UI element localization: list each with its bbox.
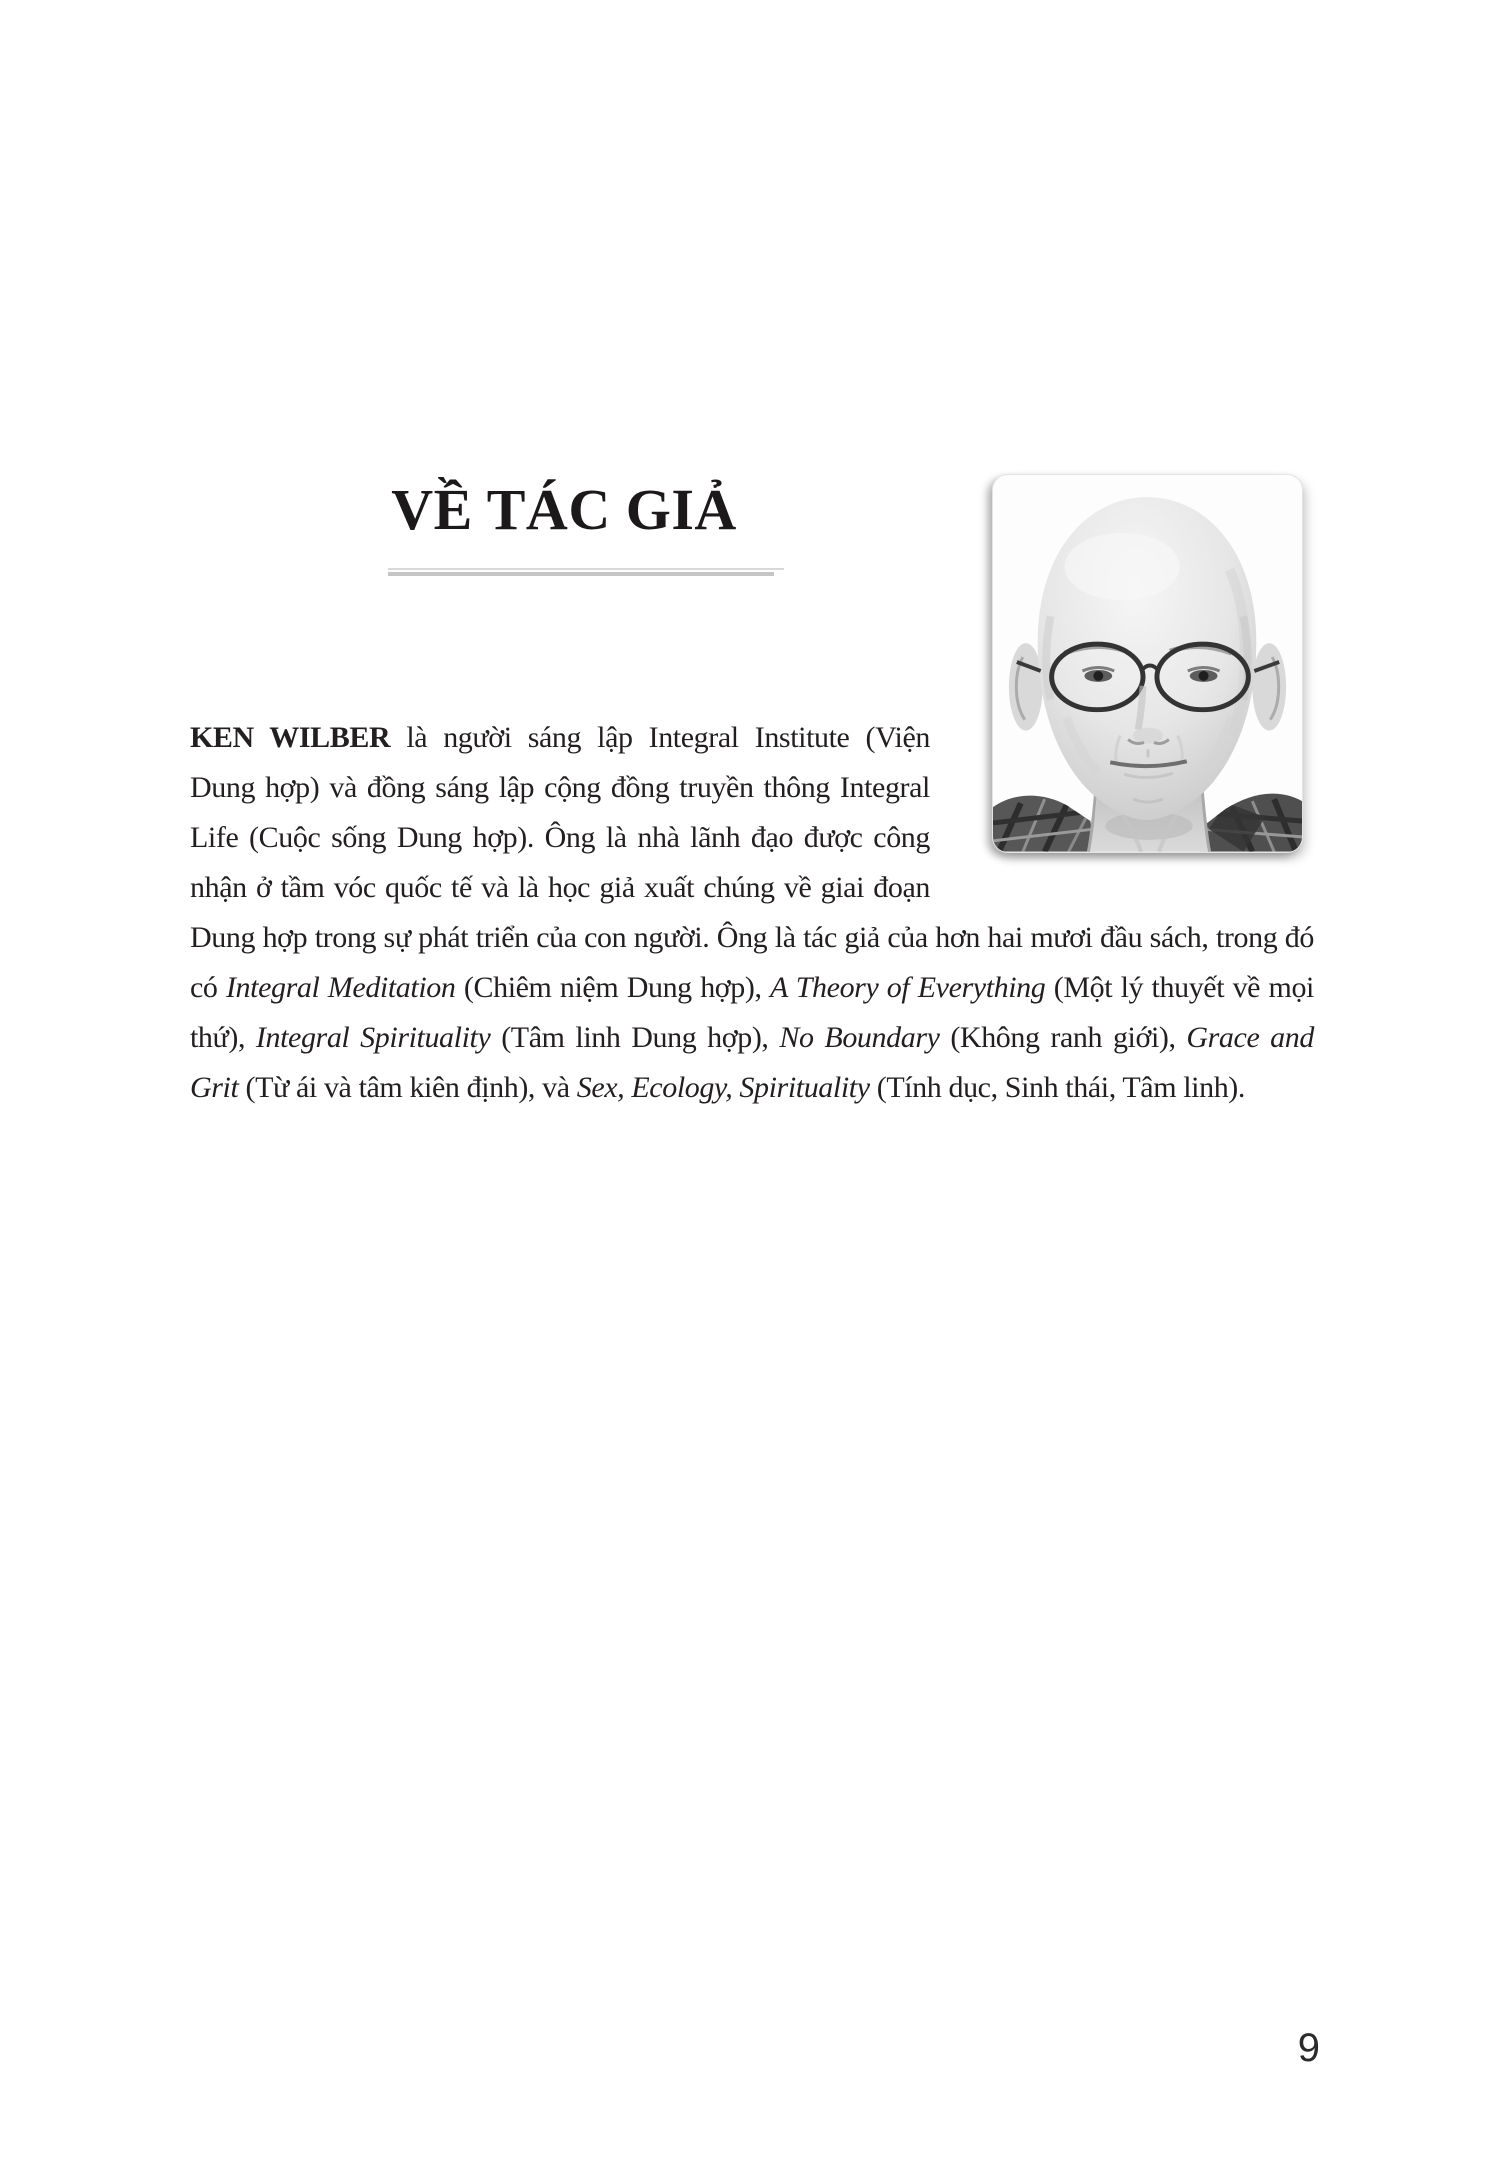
paragraph-segment-italic: Grace and Grit — [190, 1021, 1314, 1104]
paragraph-segment-italic: No Boundary — [779, 1021, 940, 1054]
photo-text-wrap-spacer — [930, 713, 1314, 913]
paragraph-segment-normal: (Tính dục, Sinh thái, Tâm linh). — [869, 1071, 1245, 1104]
paragraph-segment-normal: (Một lý thuyết về mọi thứ), — [190, 971, 1314, 1054]
page-title: VỀ TÁC GIẢ — [391, 477, 737, 542]
title-underline-thin-line — [388, 568, 784, 570]
paragraph-segment-normal: là người sáng lập Integral Institute (Viện Dung hợp) và đồng sáng lập cộng đồng truyền thông Integral Life (Cuộc sống Dung hợp). Ông là nhà lãnh đạo được công nhận ở tầm vóc quốc tế và là học giả xuất chúng về giai đoạn Dung hợp trong sự phát triển của con người. Ông là tác giả của hơn hai mươi đầu sách, trong đó có — [190, 721, 1314, 1004]
title-underline-thick-line — [388, 572, 774, 576]
paragraph-segment-italic: Sex, Ecology, Spirituality — [576, 1071, 870, 1104]
paragraph-segment-normal: (Tâm linh Dung hợp), — [490, 1021, 780, 1054]
title-underline — [388, 568, 784, 576]
paragraph-segment-normal: (Từ ái và tâm kiên định), và — [238, 1071, 577, 1104]
paragraph-segment-italic: A Theory of Everything — [769, 971, 1046, 1004]
about-author-paragraph — [190, 713, 1314, 1113]
paragraph-segment-italic: Integral Meditation — [225, 971, 456, 1004]
page-number: 9 — [1297, 2026, 1320, 2070]
paragraph-segment-normal: (Không ranh giới), — [939, 1021, 1187, 1054]
paragraph-segment-bold: KEN WILBER — [190, 721, 391, 754]
paragraph-segment-italic: Integral Spirituality — [255, 1021, 491, 1054]
paragraph-segment-normal: (Chiêm niệm Dung hợp), — [455, 971, 770, 1004]
